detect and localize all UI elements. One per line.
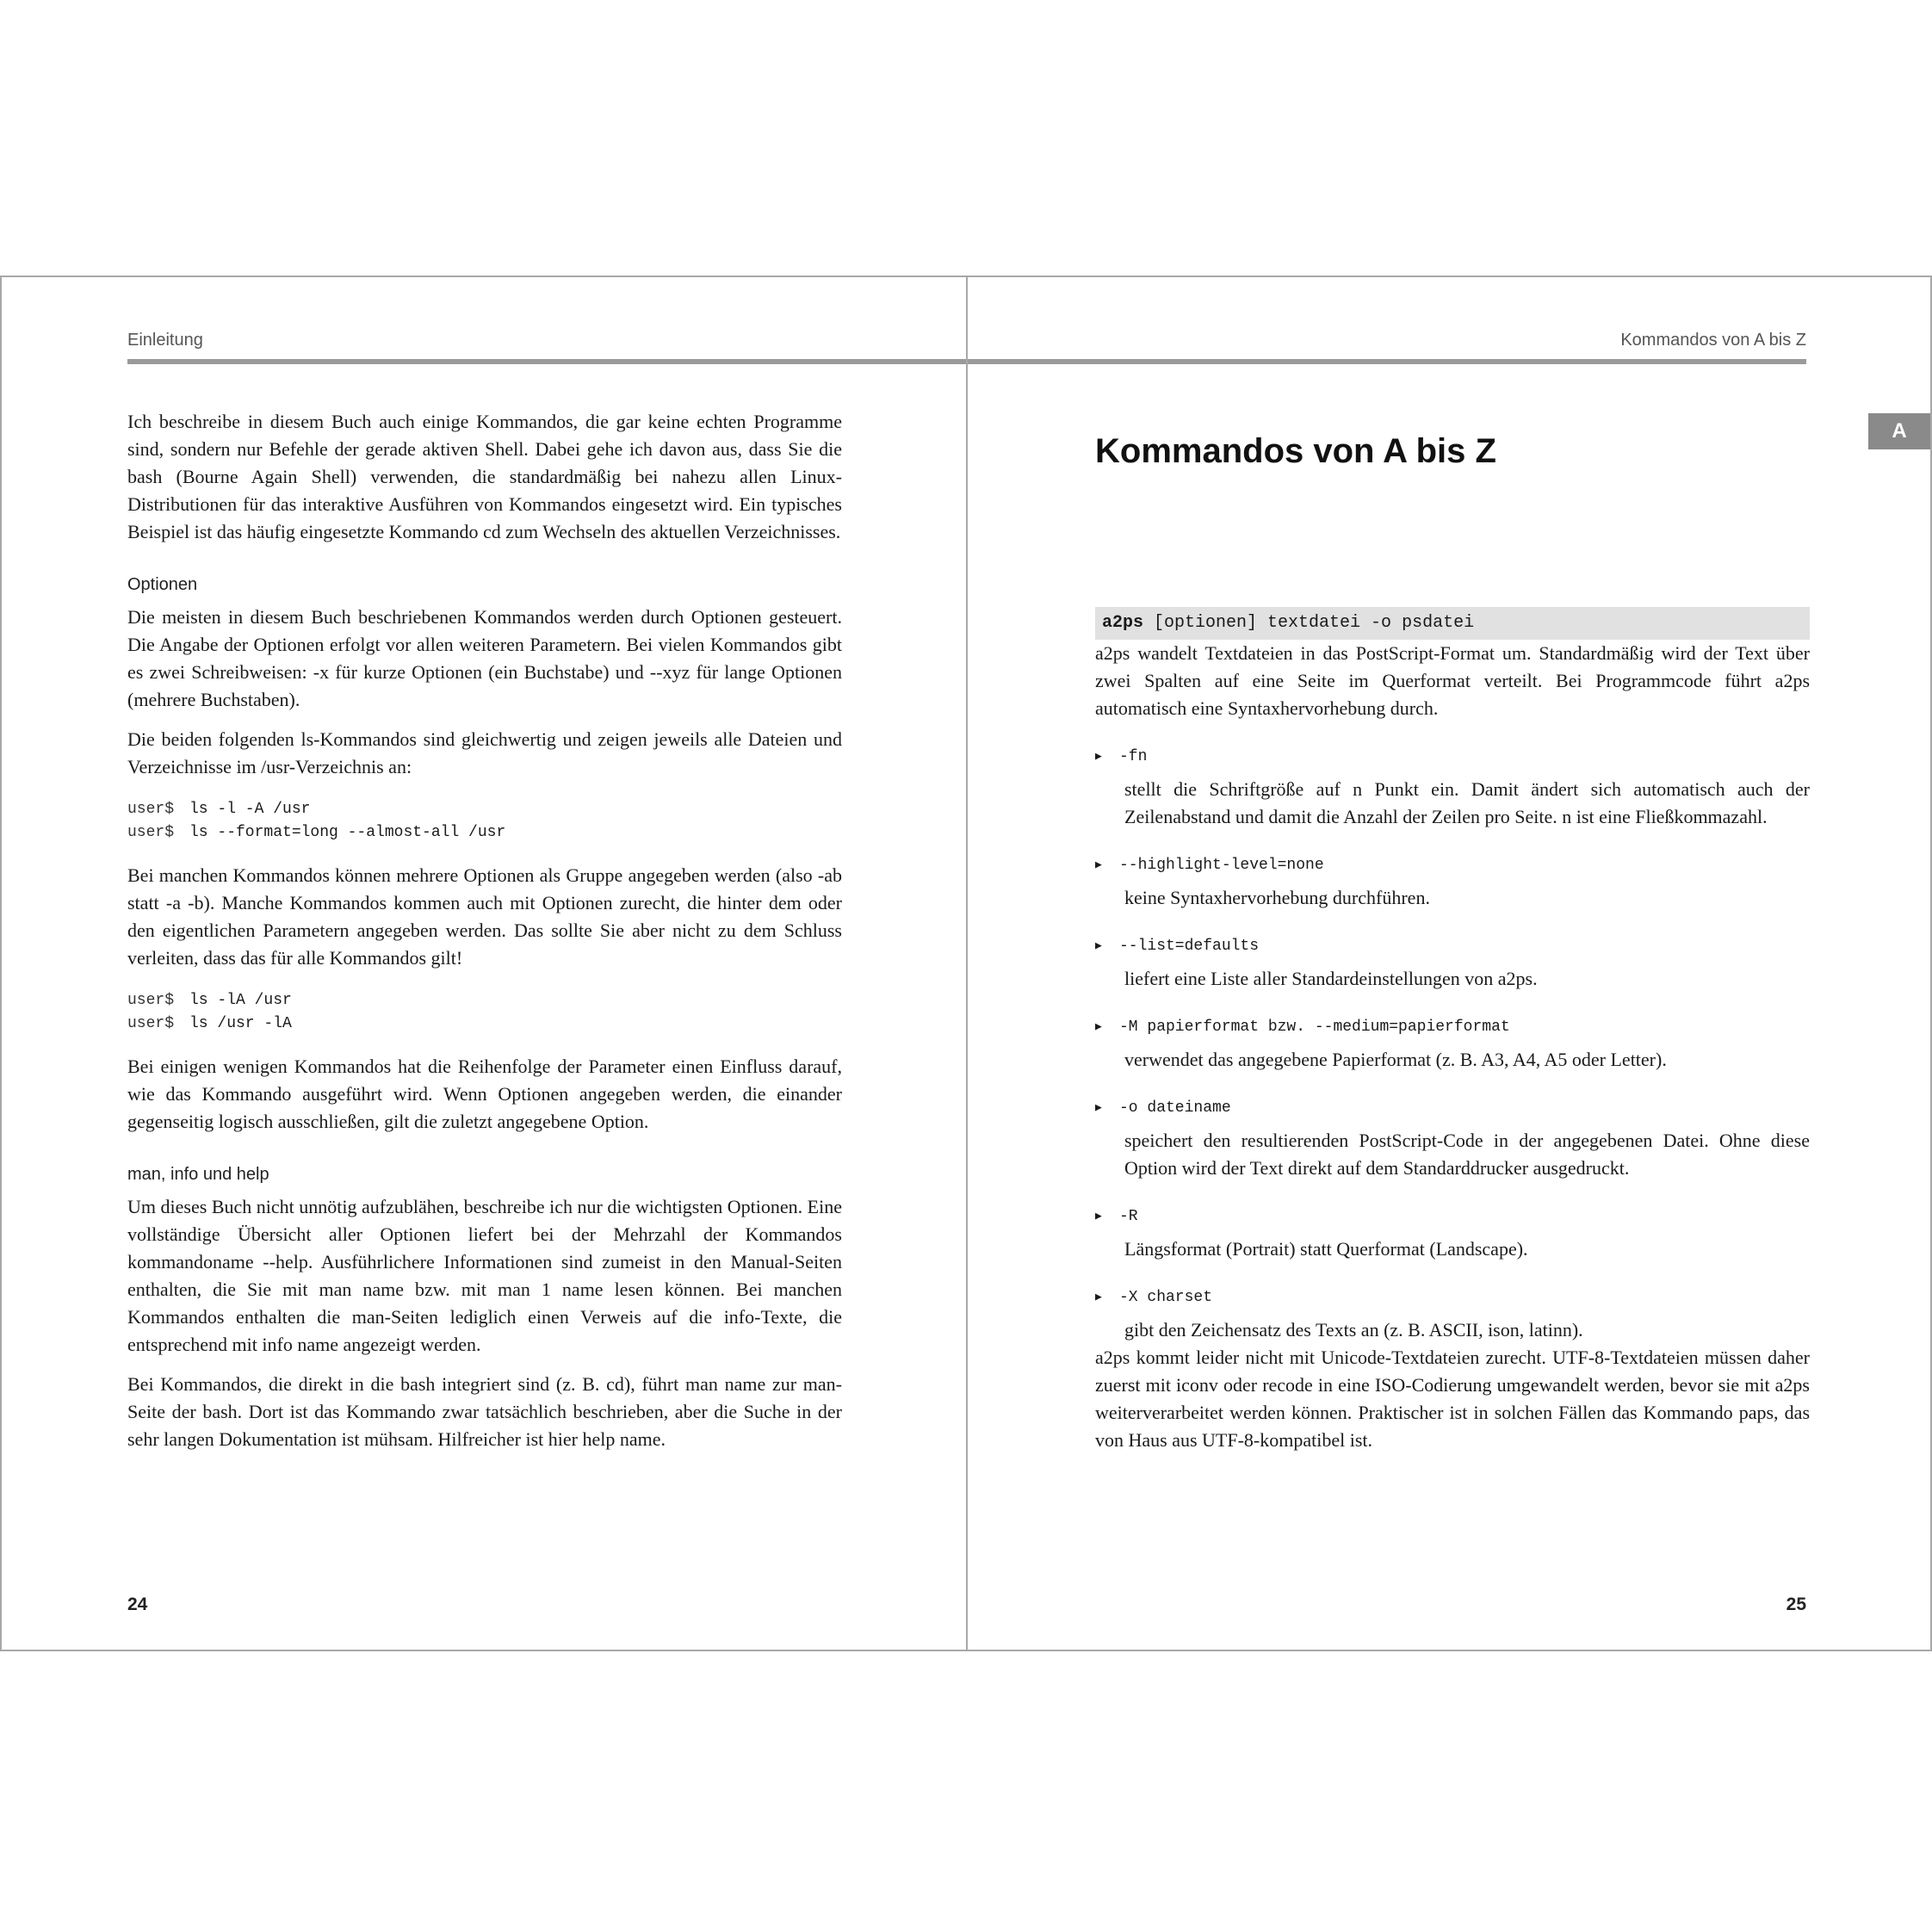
shell-command: ls -lA /usr — [189, 992, 292, 1009]
shell-prompt: user$ — [127, 1015, 175, 1032]
option-item — [1095, 934, 1810, 993]
option-item — [1095, 1096, 1810, 1182]
synopsis-arguments: [optionen] textdatei -o psdatei — [1143, 613, 1475, 633]
synopsis-command: a2ps — [1102, 613, 1144, 633]
chapter-title: Kommandos von A bis Z — [1095, 432, 1496, 470]
page-number-right: 25 — [1786, 1595, 1806, 1614]
code-line — [127, 1012, 842, 1036]
header-rule-right — [968, 359, 1806, 364]
book-spread — [0, 276, 1932, 1653]
command-description: a2ps wandelt Textdateien in das PostScript-Format um. Standardmäßig wird der Text über zwei Spalten auf eine Seite im Querformat verteilt. Bei Programmcode führt a2ps automatisch eine Syntaxhervorhebung durch. — [1095, 642, 1810, 719]
shell-prompt: user$ — [127, 992, 175, 1009]
option-item — [1095, 1015, 1810, 1074]
paragraph-optionen: Die meisten in diesem Buch beschriebenen Kommandos werden durch Optionen gesteuert. Die Angabe der Optionen erfolgt vor allen weiteren Parametern. Bei vielen Kommandos gibt es zwei Schreibweisen: -x für kurze Optionen (ein Buchstabe) und --xyz für lange Optionen (mehrere Buchstaben). — [127, 606, 842, 710]
option-flag: ▶ -X charset — [1095, 1285, 1810, 1310]
option-flag: ▶ --list=defaults — [1095, 934, 1810, 958]
option-item — [1095, 1285, 1810, 1344]
page-number-left: 24 — [127, 1595, 148, 1614]
option-flag: ▶ --highlight-level=none — [1095, 853, 1810, 877]
option-flag: ▶ -fn — [1095, 745, 1810, 769]
code-block-2 — [127, 989, 842, 1036]
shell-prompt: user$ — [127, 801, 175, 818]
option-item — [1095, 853, 1810, 912]
section-heading-man-info-help: man, info und help — [127, 1165, 269, 1184]
code-line — [127, 989, 842, 1012]
option-flag: ▶ -o dateiname — [1095, 1096, 1810, 1120]
left-page — [0, 276, 968, 1651]
option-item — [1095, 1204, 1810, 1263]
paragraph-option-groups: Bei manchen Kommandos können mehrere Optionen als Gruppe angegeben werden (also -ab statt -a -b). Manche Kommandos kommen auch mit Optionen zurecht, die hinter dem oder den eigentlichen Parametern angegeben werden. Das sollte Sie aber nicht zu dem Schluss verleiten, dass das für alle Kommandos gilt! — [127, 864, 842, 969]
shell-prompt: user$ — [127, 824, 175, 841]
chapter-thumb-tab: A — [1868, 413, 1930, 449]
paragraph-man-pages: Um dieses Buch nicht unnötig aufzublähen, beschreibe ich nur die wichtigsten Optionen. Eine vollständige Übersicht aller Optionen liefert bei der Mehrzahl der Kommandos kommandoname --help. Ausführlichere Informationen sind zumeist in den Manual-Seiten enthalten, die Sie mit man name bzw. mit man 1 name lesen können. Bei manchen Kommandos enthalten die man-Seiten lediglich einen Verweis auf die info-Texte, die entsprechend mit info name angezeigt werden. — [127, 1196, 842, 1355]
option-flag: ▶ -M papierformat bzw. --medium=papierformat — [1095, 1015, 1810, 1039]
code-line — [127, 798, 842, 821]
command-synopsis — [1095, 607, 1810, 640]
right-page — [966, 276, 1932, 1651]
option-description: gibt den Zeichensatz des Texts an (z. B. ASCII, ison, latinn). — [1124, 1319, 1583, 1341]
left-text-column — [127, 408, 842, 1465]
paragraph-intro: Ich beschreibe in diesem Buch auch einige Kommandos, die gar keine echten Programme sind, sondern nur Befehle der gerade aktiven Shell. Dabei gehe ich davon aus, dass Sie die bash (Bourne Again Shell) verwenden, die standardmäßig bei nahezu allen Linux-Distributionen für das interaktive Ausführen von Kommandos eingesetzt wird. Ein typisches Beispiel ist das häufig eingesetzte Kommando cd zum Wechseln des aktuellen Verzeichnisses. — [127, 411, 842, 542]
paragraph-parameter-order: Bei einigen wenigen Kommandos hat die Reihenfolge der Parameter einen Einfluss darauf, wie das Kommando ausgeführt wird. Wenn Optionen angegeben werden, die einander gegenseitig logisch ausschließen, gilt die zuletzt angegebene Option. — [127, 1056, 842, 1132]
option-description: Längsformat (Portrait) statt Querformat (Landscape). — [1124, 1238, 1528, 1260]
option-item — [1095, 745, 1810, 831]
option-description: verwendet das angegebene Papierformat (z. B. A3, A4, A5 oder Letter). — [1124, 1049, 1667, 1070]
option-description: stellt die Schriftgröße auf n Punkt ein. Damit ändert sich automatisch auch der Zeilenabstand und damit die Anzahl der Zeilen pro Seite. n ist eine Fließkommazahl. — [1124, 778, 1810, 827]
closing-paragraph: a2ps kommt leider nicht mit Unicode-Textdateien zurecht. UTF-8-Textdateien müssen daher zuerst mit iconv oder recode in eine ISO-Codierung umgewandelt werden, bevor sie mit a2ps weiterverarbeitet werden können. Praktischer ist in solchen Fällen das Kommando paps, das von Haus aus UTF-8-kompatibel ist. — [1095, 1347, 1810, 1451]
code-line — [127, 821, 842, 845]
paragraph-ls-example: Die beiden folgenden ls-Kommandos sind gleichwertig und zeigen jeweils alle Dateien und Verzeichnisse im /usr-Verzeichnis an: — [127, 728, 842, 777]
shell-command: ls --format=long --almost-all /usr — [189, 824, 506, 841]
paragraph-help-builtin: Bei Kommandos, die direkt in die bash integriert sind (z. B. cd), führt man name zur man-Seite der bash. Dort ist das Kommando zwar tatsächlich beschrieben, aber die Suche in der sehr langen Dokumentation ist mühsam. Hilfreicher ist hier help name. — [127, 1373, 842, 1450]
code-block-1 — [127, 798, 842, 845]
section-heading-optionen: Optionen — [127, 575, 198, 594]
option-flag: ▶ -R — [1095, 1204, 1810, 1229]
option-description: liefert eine Liste aller Standardeinstellungen von a2ps. — [1124, 968, 1538, 989]
shell-command: ls -l -A /usr — [189, 801, 311, 818]
running-head-right: Kommandos von A bis Z — [1620, 331, 1806, 350]
running-head-left: Einleitung — [127, 331, 203, 350]
right-text-column — [1095, 432, 1810, 1466]
option-description: keine Syntaxhervorhebung durchführen. — [1124, 887, 1430, 908]
shell-command: ls /usr -lA — [189, 1015, 292, 1032]
option-description: speichert den resultierenden PostScript-Code in der angegebenen Datei. Ohne diese Option wird der Text direkt auf dem Standarddrucker ausgedruckt. — [1124, 1130, 1810, 1179]
header-rule-left — [127, 359, 966, 364]
